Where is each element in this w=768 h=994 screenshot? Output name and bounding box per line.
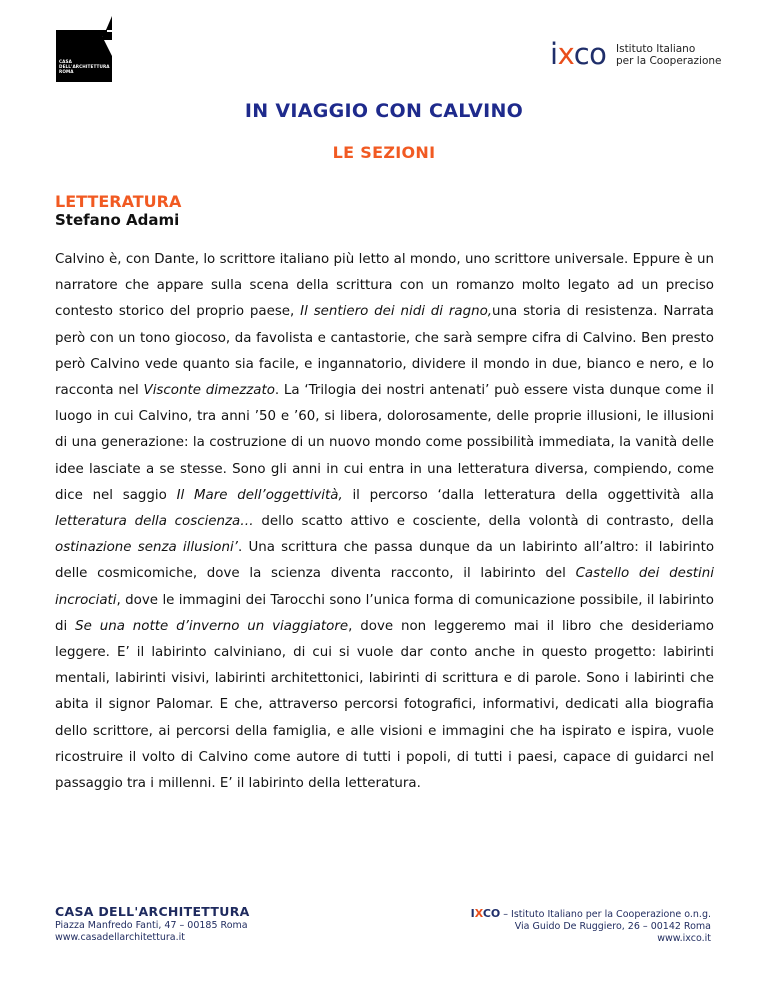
ixco-logo-text: [616, 43, 722, 67]
essay-title-mare: Il Mare dell’oggettività,: [176, 487, 343, 503]
body-text-2: una storia di resistenza. Narrata però con un tono giocoso, da favolista e cantastorie, che sarà sempre cifra di Calvino. Ben presto però Calvino vede quanto sia facile, e ingannatorio, dividere il mondo in due, bianco e nero, e lo racconta nel: [55, 304, 714, 399]
body-text-1: Calvino è, con Dante, lo scrittore italiano più letto al mondo, uno scrittore universale. Eppure è un narratore che appare sulla scena della scrittura con un romanzo molto legato ad un preciso contesto storico del proprio paese,: [55, 252, 714, 320]
footer-ixco-brand: [471, 907, 501, 920]
quote-ostinazione: ostinazione senza illusioni’: [55, 540, 238, 556]
footer-left-name: CASA DELL'ARCHITETTURA: [55, 904, 250, 919]
footer-right-address: Via Guido De Ruggiero, 26 – 00142 Roma: [514, 921, 711, 932]
ixco-mark-x: x: [557, 37, 574, 71]
book-title-castello: Castello dei destini incrociati: [55, 566, 714, 608]
body-text-8: , dove non leggeremo mai il libro che desideriamo leggere. E’ il labirinto calviniano, di cui si vuole dar conto anche in questo progetto: labirinti mentali, labirinti visivi, labirinti architettonici, labirinti di scrittura e di parole. Sono i labirinti che abita il signor Palomar. E che, attraverso percorsi fotografici, informativi, dedicati alla biografia dello scrittore, ai percorsi della famiglia, e alle visioni e immagini che ha ispirato e ispira, vuole ricostruire il volto di Calvino come autore di tutti i popoli, di tutti i paesi, capace di guidarci nel passaggio tra i millenni. E’ il labirinto della letteratura.: [55, 618, 714, 792]
logo-line-architettura: DELL'ARCHITETTURA: [59, 64, 110, 69]
footer-left-address: Piazza Manfredo Fanti, 47 – 00185 Roma: [55, 920, 248, 931]
footer-casa-architettura: [55, 906, 250, 944]
body-text-7: , dove le immagini dei Tarocchi sono l’unica forma di comunicazione possibile, il labirinto di: [55, 592, 714, 634]
ixco-logo-line1: Istituto Italiano: [616, 43, 696, 55]
logo-line-casa: CASA: [59, 59, 72, 64]
ixco-mark-co: co: [573, 37, 607, 71]
body-text-3: . La ‘Trilogia dei nostri antenati’ può essere vista dunque come il luogo in cui Calvino, tra anni ’50 e ’60, si libera, dolorosamente, delle proprie illusioni, le illusioni di una generazione: la costruzione di un nuovo mondo come possibilità immediata, la vanità delle idee lasciate a se stesse. Sono gli anni in cui entra in una letteratura diversa, compiendo, come dice nel saggio: [55, 383, 714, 503]
book-title-sentiero: Il sentiero dei nidi di ragno,: [300, 304, 493, 320]
ixco-mark-i: i: [550, 37, 558, 71]
ixco-logo-mark: [550, 39, 606, 69]
footer-right-website[interactable]: www.ixco.it: [657, 933, 711, 944]
body-text-6: . Una scrittura che passa dunque da un labirinto all’altro: il labirinto delle cosmicomiche, dove la scienza diventa racconto, il labirinto del: [55, 540, 715, 582]
book-title-visconte: Visconte dimezzato: [143, 383, 275, 399]
section-author: Stefano Adami: [55, 211, 180, 229]
ixco-logo-line2: per la Cooperazione: [616, 55, 722, 67]
ixco-logo: [550, 37, 722, 71]
footer-left-website[interactable]: www.casadellarchitettura.it: [55, 932, 185, 943]
footer-ixco: [471, 908, 711, 945]
body-text-4: il percorso ‘dalla letteratura della oggettività alla: [342, 487, 714, 503]
footer-right-org-line: [471, 908, 711, 921]
quote-letteratura-coscienza: letteratura della coscienza…: [55, 514, 254, 530]
document-subtitle: LE SEZIONI: [332, 143, 436, 162]
document-title: IN VIAGGIO CON CALVINO: [244, 100, 524, 122]
casa-architettura-logo: [56, 16, 112, 82]
footer-right-org: – Istituto Italiano per la Cooperazione o.n.g.: [500, 909, 711, 920]
body-text-5: dello scatto attivo e cosciente, della volontà di contrasto, della: [253, 514, 714, 530]
footer-brand-co: CO: [482, 907, 501, 920]
logo-line-roma: ROMA: [59, 69, 74, 74]
footer-brand-i: I: [470, 907, 475, 920]
book-title-se-una-notte: Se una notte d’inverno un viaggiatore: [75, 618, 349, 634]
body-paragraph: [55, 247, 714, 797]
footer-brand-x: X: [474, 907, 483, 920]
section-title: LETTERATURA: [55, 192, 182, 211]
